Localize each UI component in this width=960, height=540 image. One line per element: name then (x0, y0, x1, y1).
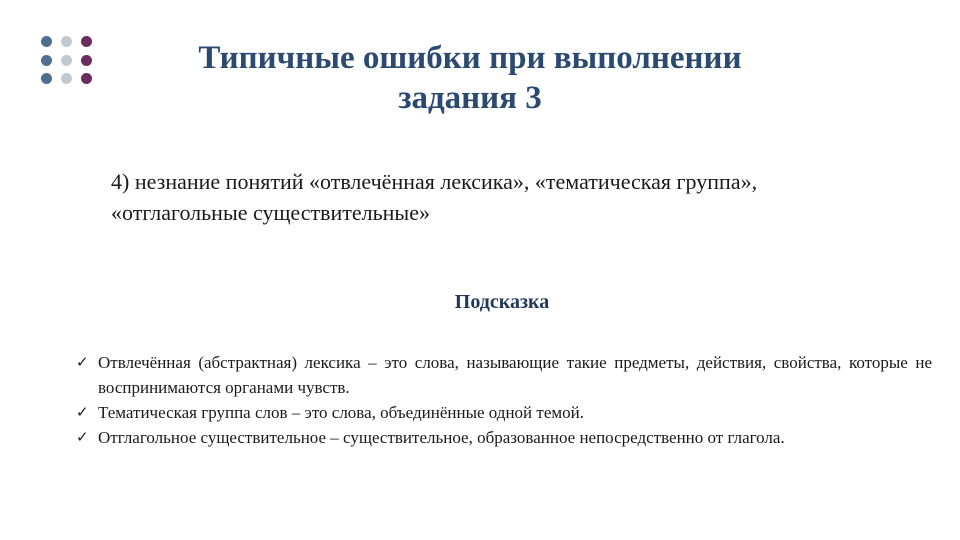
hint-text: Тематическая группа слов – это слова, объединённые одной темой. (98, 403, 584, 422)
dot-icon (61, 36, 72, 47)
checkmark-icon: ✓ (76, 353, 89, 371)
dot-icon (61, 73, 72, 84)
decorative-dot-grid (41, 36, 97, 86)
slide-title-line-2: задания 3 (398, 80, 542, 116)
dot-icon (61, 55, 72, 66)
dot-icon (81, 36, 92, 47)
slide-title-line-1: Типичные ошибки при выполнении (198, 40, 742, 76)
hint-heading: Подсказка (454, 291, 550, 313)
slide-title (130, 38, 810, 118)
hint-list-item (76, 350, 932, 400)
hint-text: Отглагольное существительное – существительное, образованное непосредственно от глагола. (98, 428, 785, 447)
error-point-text: 4) незнание понятий «отвлечённая лексика», «тематическая группа», «отглагольные существительные» (111, 169, 758, 225)
hint-list-item (76, 400, 932, 425)
dot-icon (41, 36, 52, 47)
checkmark-icon: ✓ (76, 403, 89, 421)
hint-list-item (76, 425, 932, 450)
dot-icon (81, 55, 92, 66)
hint-list (76, 350, 932, 450)
dot-icon (41, 55, 52, 66)
dot-icon (41, 73, 52, 84)
dot-icon (81, 73, 92, 84)
checkmark-icon: ✓ (76, 428, 89, 446)
hint-text: Отвлечённая (абстрактная) лексика – это слова, называющие такие предметы, действия, свойства, которые не воспринимаются органами чувств. (98, 353, 932, 397)
